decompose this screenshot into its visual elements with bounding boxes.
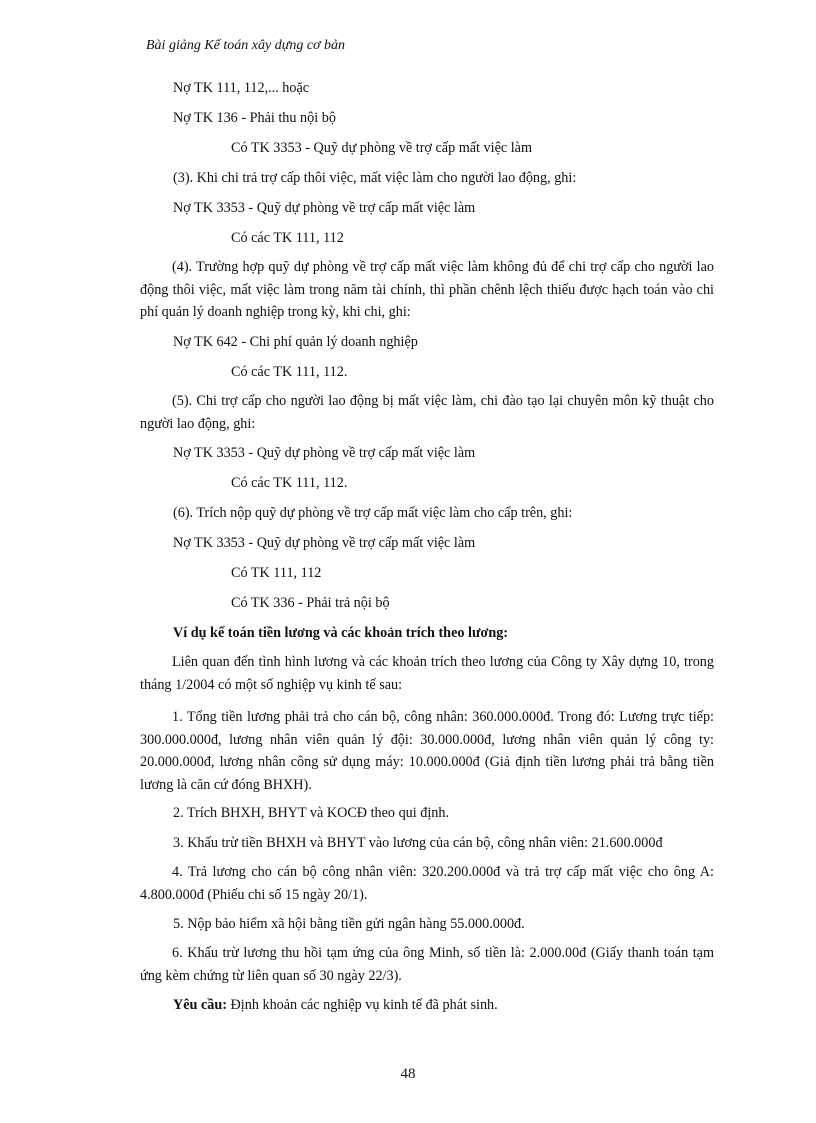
paragraph-4: (4). Trường hợp quỹ dự phòng về trợ cấp mất việc làm không đủ để chi trợ cấp cho người lao động thôi việc, mất việc làm trong năm tài chính, thì phần chênh lệch thiếu được hạch toán vào chi phí quản lý doanh nghiệp trong kỳ, khi chi, ghi: xyxy=(140,259,714,320)
example-heading: Ví dụ kế toán tiền lương và các khoản trích theo lương: xyxy=(173,625,509,641)
requirement xyxy=(173,997,498,1014)
entry-heading: (3). Khi chi trả trợ cấp thôi việc, mất việc làm cho người lao động, ghi: xyxy=(173,170,577,186)
task-6: 6. Khấu trừ lương thu hồi tạm ứng của ông Minh, số tiền là: 2.000.00đ (Giấy thanh toán tạm ứng kèm chứng từ liên quan số 30 ngày 22/3). xyxy=(140,945,714,984)
entry-line: Có các TK 111, 112. xyxy=(231,475,348,491)
entry-line: Nợ TK 136 - Phải thu nội bộ xyxy=(173,110,336,126)
paragraph-5: (5). Chi trợ cấp cho người lao động bị mất việc làm, chi đào tạo lại chuyên môn kỹ thuật cho người lao động, ghi: xyxy=(140,393,714,432)
entry-line: Có TK 336 - Phải trả nội bộ xyxy=(231,595,390,611)
requirement-text: Định khoản các nghiệp vụ kinh tế đã phát sinh. xyxy=(227,997,498,1013)
task-1: 1. Tổng tiền lương phải trả cho cán bộ, công nhân: 360.000.000đ. Trong đó: Lương trực tiếp: 300.000.000đ, lương nhân viên quản lý đội: 30.000.000đ, lương nhân viên quản lý công ty: 20.000.000đ, lương nhân công sử dụng máy: 10.000.000đ (Giả định tiền lương phải trả bằng tiền lương là căn cứ đóng BHXH). xyxy=(140,709,714,793)
requirement-label: Yêu cầu: xyxy=(173,997,227,1013)
entry-line: Nợ TK 3353 - Quỹ dự phòng về trợ cấp mất việc làm xyxy=(173,200,476,216)
entry-line: Có các TK 111, 112. xyxy=(231,364,348,380)
task-5: 5. Nộp bảo hiểm xã hội bằng tiền gửi ngân hàng 55.000.000đ. xyxy=(173,916,525,932)
example-intro: Liên quan đến tình hình lương và các khoản trích theo lương của Công ty Xây dựng 10, trong tháng 1/2004 có một số nghiệp vụ kinh tế sau: xyxy=(140,654,714,693)
task-3: 3. Khấu trừ tiền BHXH và BHYT vào lương của cán bộ, công nhân viên: 21.600.000đ xyxy=(173,835,663,851)
task-2: 2. Trích BHXH, BHYT và KOCĐ theo qui định. xyxy=(173,805,450,821)
entry-line: Có TK 3353 - Quỹ dự phòng về trợ cấp mất việc làm xyxy=(231,140,532,156)
entry-line: Nợ TK 3353 - Quỹ dự phòng về trợ cấp mất việc làm xyxy=(173,445,476,461)
entry-line: Có các TK 111, 112 xyxy=(231,230,344,246)
entry-line: Nợ TK 3353 - Quỹ dự phòng về trợ cấp mất việc làm xyxy=(173,535,476,551)
entry-heading: (6). Trích nộp quỹ dự phòng về trợ cấp mất việc làm cho cấp trên, ghi: xyxy=(173,505,573,521)
entry-line: Có TK 111, 112 xyxy=(231,565,322,581)
entry-line: Nợ TK 111, 112,... hoặc xyxy=(173,80,310,96)
page-number: 48 xyxy=(400,1066,416,1082)
entry-line: Nợ TK 642 - Chi phí quản lý doanh nghiệp xyxy=(173,334,418,350)
running-header: Bài giảng Kế toán xây dựng cơ bản xyxy=(146,38,346,53)
task-4: 4. Trả lương cho cán bộ công nhân viên: 320.200.000đ và trả trợ cấp mất việc cho ông A: 4.800.000đ (Phiếu chi số 15 ngày 20/1). xyxy=(140,864,714,903)
